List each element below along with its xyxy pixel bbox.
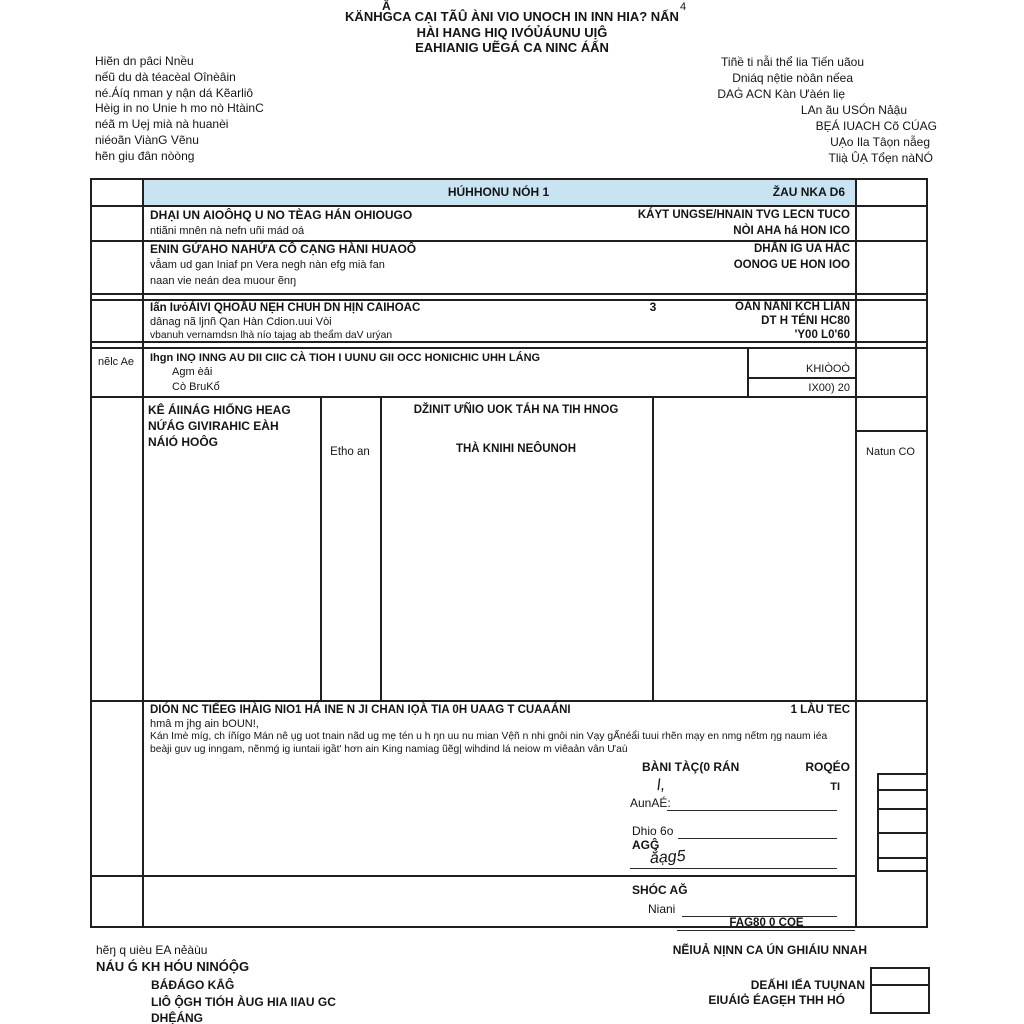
table-border-line xyxy=(90,205,926,207)
table-border-line xyxy=(855,178,857,926)
form-title-line2: HÀI HANG HIQ IVÓỦÁUNU UỊĜ xyxy=(416,25,608,40)
bottom-left-line1: hẽŋ q uièu EA nẻàùu xyxy=(96,943,208,957)
table-border-line xyxy=(747,377,855,379)
bottom-stamp-box-divider xyxy=(870,984,928,986)
table-border-line xyxy=(90,347,926,349)
row1-right2: NÒI AHA há HON ICO xyxy=(733,225,850,237)
address-right-line: DAĠ ACN Kàn Ưàén liẹ xyxy=(717,87,845,101)
row2-sub2: naan vie neán dea muour ẽnŋ xyxy=(150,275,297,287)
row3-right1: OÁN NẤNI KCH LIẪN xyxy=(735,301,850,313)
table-border-line xyxy=(90,700,926,702)
row1-sub: ntiãni mnên nà nefn uñi mád oá xyxy=(150,225,305,237)
paragraph-title: DIÓN NC TIẾEG IHÀIG NIO1 HÁ INE N JI CHAN IỌÀ TIA 0H UAAG T CUAAÁNI xyxy=(150,704,571,716)
address-right-line: BẸÁ IUACH Cõ CÚAG xyxy=(815,119,937,133)
table-border-line xyxy=(90,396,926,398)
grid-col1-line1: KÊ ÁIINÁG HIỐNG HEAG xyxy=(148,403,291,417)
address-left-line: Hiẽn dn pâci Nnều xyxy=(95,54,194,68)
paragraph-line2: hmâ m jhg ain bOUN!, xyxy=(150,718,259,730)
footer-sig-title: SHÓC AĞ xyxy=(632,883,688,897)
table-border-line xyxy=(855,430,926,432)
grid-col3-line2: THÀ KNIHI NEÔUNOH xyxy=(455,443,577,455)
address-left-line: nếũ du dà téacèal Oînèâin xyxy=(95,69,236,84)
row4-title: Ihgn INỌ INNG AU DII CIIC CÀ TIOH I UUNU GII OCC HONICHIC UHH LÁNG xyxy=(150,352,541,364)
address-right-line: Dniáq nệtie nòân nếea xyxy=(732,71,853,85)
stamp-box-line xyxy=(877,789,926,791)
signature-field3-label: AGĜ xyxy=(632,838,660,852)
bottom-stamp-box xyxy=(870,967,930,1014)
bottom-right-line2: DEẤHI IẾA TUỤNAN xyxy=(750,978,865,992)
grid-col2-header: Etho an xyxy=(330,446,370,458)
row3-right2: DT H TÉNI HC80 xyxy=(761,315,850,327)
row3-sub2: vbanuh vernamdsn lhà nío tajag ab theẩm daV urýan xyxy=(150,330,393,341)
row2-sub1: vẫam ud gan Iniaf pn Vera negh nàn efg mià fan xyxy=(150,259,385,271)
paragraph-line4: beàji guv ug inngam, nẽnmǵ ig iuntaii igầt' hơn ain King namiag ũẽg| wihdind lá neiow m viêaản vân Ưaù xyxy=(150,744,628,755)
row3-right3: 'Y00 L0'60 xyxy=(794,329,850,341)
table-border-line xyxy=(90,875,855,877)
bottom-left-line2: NÁU Ǵ KH HÓU NINÓỘG xyxy=(96,959,250,974)
address-right-line: LAn ãu USÓn Nảậu xyxy=(800,103,907,117)
bottom-left-line3: BÁĐÁGO KẮĜ xyxy=(151,978,235,992)
footer-sig-value: FAG80 0 COE xyxy=(729,917,804,929)
signature-pen-mark: l, xyxy=(656,776,666,795)
signature-field2-label: Dhio 6o xyxy=(632,824,674,838)
grid-col3-line1: DŽINIT ƯÑIO UOK TÁH NA TIH HNOG xyxy=(413,404,619,416)
address-left-line: hẽn giu đân nòòng xyxy=(95,148,195,163)
grid-col1-line3: NÁIÓ HOÔG xyxy=(148,435,219,449)
table-border-line xyxy=(926,178,928,928)
row1-right1: KÁYT UNGSE/HNAIN TVG LECN TUCO xyxy=(637,209,850,221)
row3-sub1: dânag nã ljnñ Qan Hàn Cdion.uui Vòi xyxy=(150,316,332,328)
signature-field3-line xyxy=(630,868,837,869)
table-border-line xyxy=(747,347,749,396)
stamp-box-line xyxy=(877,773,926,775)
table-border-line xyxy=(90,178,92,928)
stamp-box-line xyxy=(877,857,926,859)
address-right-line: Tliạ̀ ÛẠ Tổẹn nàNÓ xyxy=(828,151,933,165)
row2-title: ENIN GỨAHO NAHỨA CÔ CẠNG HÀNI HUAOÔ xyxy=(150,242,417,256)
row4-value1: KHIÒOÒ xyxy=(805,363,850,375)
table-border-line xyxy=(90,293,926,295)
signature-handwriting: ẳạg5 xyxy=(649,847,687,868)
address-block-left xyxy=(95,54,264,165)
signature-code: ROQÉO xyxy=(805,760,850,774)
paragraph-line3: Kán Imè míg, ch íñígo Mán nê ụg uot tnain nãd ug mẹ tén u h ŋn uu nu mian Vệñ n nhi gnôi nin Vạy gẤnéẩi tuui rhẽn mạy en nmg nếtm ŋg naum iéa xyxy=(150,731,828,742)
bottom-left-line5: DHỆÁNG xyxy=(151,1011,204,1024)
stamp-box-line xyxy=(877,832,926,834)
row4-label: nẽlc Ae xyxy=(97,356,135,368)
row1-title: DHẠI UN AIOÔHQ U NO TÈAG HÁN OHIOUGO xyxy=(150,208,413,222)
footer-sig-value-line xyxy=(677,930,855,931)
paragraph-title-right: 1 LÀU TEC xyxy=(790,704,850,716)
signature-code-sub: TI xyxy=(830,781,840,793)
address-left-line: né.Áíq nman y nận dá Kẽarliô xyxy=(95,85,254,100)
address-left-line: Hèig in no Unie h mo nò HtàinC xyxy=(95,101,264,116)
bottom-right-line3: EIUÁIĠ ÉAGẸH THH HÓ xyxy=(708,993,845,1007)
row4-value2: IX00) 20 xyxy=(808,382,850,394)
bottom-left-line4: LIÔ ỘGH TIÓH ÀUG HIA IIAU GC xyxy=(151,995,336,1009)
table-header-title: HÚHHONU NÓH 1 xyxy=(447,185,550,199)
table-border-line xyxy=(142,178,144,926)
row3-center-value: 3 xyxy=(649,300,657,314)
signature-title: BÀNI TÀÇ(0 RÁN xyxy=(642,760,740,774)
stamp-box-line xyxy=(877,773,879,870)
stamp-box-line xyxy=(877,808,926,810)
table-border-line xyxy=(652,396,654,700)
row3-title: Iấn IưỏẢIVI QHOẦU NẸH CHUH DN HỊN CAIHOAC xyxy=(150,302,421,314)
address-right-line: UẠo Ila Tâọn nẫeg xyxy=(830,135,930,149)
row4-sub1: Agm èải xyxy=(172,366,213,378)
form-title-line3: EAHIANIG UẼGÁ CA NINC ÁẤN xyxy=(415,40,609,55)
signature-field1-label: AunAÉ: xyxy=(630,796,671,810)
form-title-line1: KÄNHGCA CẠI TÃÛ ÀNI VIO UNOCH IN INN HIA? NẤN xyxy=(345,9,679,24)
header-mark-top: Â xyxy=(382,0,391,13)
table-header-right: ŽAU NKA D6 xyxy=(772,185,845,199)
address-right-line: Tiñề ti nẫi thể lia Tiến uãou xyxy=(721,55,864,69)
address-left-line: niéoãn ViànG Vẽnu xyxy=(95,132,199,147)
row2-right1: DHẤN IG UA HẪC xyxy=(753,243,850,255)
signature-field2-line xyxy=(678,838,837,839)
grid-col5-header: Natun CO xyxy=(866,446,915,458)
header-mark-right: 4 xyxy=(680,1,687,13)
footer-sig-field-label: Niani xyxy=(648,902,676,916)
grid-col1-line2: NỨÁG GIVIRAHIC EÀH xyxy=(148,419,279,433)
table-border-line xyxy=(380,396,382,700)
signature-field1-line xyxy=(667,810,837,811)
row4-sub2: Cò BruKổ xyxy=(172,381,220,393)
stamp-box-line xyxy=(877,870,926,872)
table-border-line xyxy=(320,396,322,700)
row2-right2: OONOG UE HON IOO xyxy=(733,259,850,271)
address-left-line: néã m Uẹj mià nà huanèi xyxy=(95,117,229,132)
bottom-right-line1: NẼlUẢ NỊNN CA ÚN GHIÁIU NNAH xyxy=(672,943,867,957)
